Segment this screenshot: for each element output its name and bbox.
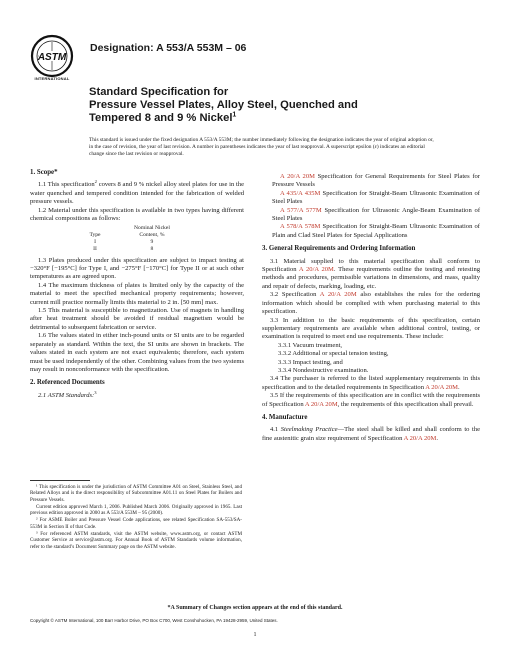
table-row: II 8 [93,245,154,252]
scope-1-2: 1.2 Material under this specification is available in two types having different chemical compositions as follows: [30,206,244,223]
scope-1-3: 1.3 Plates produced under this specification are subject to impact testing at −320°F [−195°C] for Type I, and −275°F [−170°C] for Type II or at such other temperatures as are agreed upon. [30,256,244,281]
ref-item: A 577/A 577M Specification for Ultrasonic Angle-Beam Examination of Steel Plates [272,206,480,223]
footnote-2: ² For ASME Boiler and Pressure Vessel Code applications, see related Specification SA-553/SA-553M in Section II of that Code. [30,517,242,530]
ref-link[interactable]: A 20/A 20M [298,266,334,274]
scope-1-4: 1.4 The maximum thickness of plates is limited only by the capacity of the material to meet the specified mechanical property requirements; however, current mill practice normally limits this material to 2 in. [50 mm] max. [30,281,244,306]
footnotes [30,484,242,551]
ref-item: A 435/A 435M Specification for Straight-Beam Ultrasonic Examination of Steel Plates [272,189,480,206]
svg-text:ASTM: ASTM [37,52,67,63]
manufacture-4-1: 4.1 Steelmaking Practice—The steel shall be killed and shall conform to the fine austenitic grain size requirement of Specification A 20/A 20M. [262,426,481,442]
designation: Designation: A 553/A 553M – 06 [90,42,247,54]
general-3-4: 3.4 The purchaser is referred to the listed supplementary requirements in this specification and to the detailed requirements in Specification A 20/A 20M. [262,375,480,391]
title-line-1: Standard Specification for [89,86,229,98]
ref-link[interactable]: A 20/A 20M [319,291,357,299]
ref-link[interactable]: A 20/A 20M [304,400,338,408]
ref-link[interactable]: A 20/A 20M [280,173,315,180]
ref-link[interactable]: A 20/A 20M [403,434,437,442]
title-line-2: Pressure Vessel Plates, Alloy Steel, Quenched and [89,99,358,112]
manufacture-heading: 4. Manufacture [262,413,308,421]
ref-link[interactable]: A 435/A 435M [280,189,321,197]
list-item: 3.3.3 Impact testing, and [278,358,343,366]
general-heading: 3. General Requirements and Ordering Information [262,245,416,253]
astm-logo-icon [30,34,74,78]
ref-link[interactable]: A 20/A 20M [425,383,459,391]
summary-note: *A Summary of Changes section appears at the end of this standard. [167,605,343,611]
title-line-3: Tempered 8 and 9 % Nickel$^1$ [89,111,237,125]
right-column [262,173,480,443]
left-column [30,169,244,400]
list-item: 3.3.4 Nondestructive examination. [278,366,369,374]
general-3-3: 3.3 In addition to the basic requirements of this specification, certain supplementary requirements are available when additional control, testing, or examination is required to meet end use requirements. These include: [262,316,480,341]
issue-note: This standard is issued under the fixed designation A 553/A 553M; the number immediately following the designation indicates the year of original adoption or, in the case of revision, the year of last revision. A number in parentheses indicates the year of last reapproval. A superscript epsilon (ε) indicates an editorial change since the last revision or reapproval. [89,137,434,157]
title-footnote-mark: 1 [232,111,237,119]
referenced-2-1: 2.1 ASTM Standards:$^3$ [38,389,97,399]
general-3-1: 3.1 Material supplied to this material specification shall conform to Specification A 20/A 20M. These requirements outline the testing and retesting methods and procedures, permissible variations in dimensions, and mass, quality and repair of defects, marking, loading, etc. [262,257,480,290]
footnote-divider [30,480,90,481]
ref-link[interactable]: A 577/A 577M [280,206,322,214]
list-item: 3.3.2 Additional or special tension testing, [278,350,389,358]
footnote-3: ³ For referenced ASTM standards, visit the ASTM website, www.astm.org, or contact ASTM Customer Service at service@astm.org. For Annual Book of ASTM Standards volume information, refer to the standard’s Document Summary page on the ASTM website. [30,531,242,550]
copyright: Copyright © ASTM International, 100 Barr Harbor Drive, PO Box C700, West Conshohocken, PA 19428-2959, United States. [30,618,278,623]
referenced-heading: 2. Referenced Documents [30,379,105,387]
scope-1-1: 1.1 This specification$^2$ covers 8 and 9 % nickel alloy steel plates for use in the water quenched and tempered condition intended for the fabrication of welded pressure vessels. [30,179,244,206]
footnote-1: ¹ This specification is under the jurisdiction of ASTM Committee A01 on Steel, Stainless Steel, and Related Alloys and is the direct responsibility of Subcommittee A01.11 on Steel Plates for Boilers and Pressure Vessels. [30,484,242,503]
table-row: I 9 [94,239,154,246]
ref-item: A 578/A 578M Specification for Straight-Beam Ultrasonic Examination of Plain and Clad Steel Plates for Special Applications [272,223,480,239]
ref-item: A 20/A 20M Specification for General Requirements for Steel Plates for Pressure Vessels [272,173,480,189]
scope-heading: 1. Scope* [30,169,58,176]
logo-caption: INTERNATIONAL [34,76,70,81]
supplementary-list [262,342,480,376]
document-title [89,86,419,126]
scope-1-5: 1.5 This material is susceptible to magnetization. Use of magnets in handling after heat treatment should be avoided if residual magnetism would be detrimental to subsequent fabrication or service. [30,307,244,331]
ref-link[interactable]: A 578/A 578M [280,223,321,231]
general-3-5: 3.5 If the requirements of this specification are in conflict with the requirements of Specification A 20/A 20M, the requirements of this specification shall prevail. [262,392,480,408]
list-item: 3.3.1 Vacuum treatment, [278,341,343,349]
footnote-1b: Current edition approved March 1, 2006. Published March 2006. Originally approved in 1965. Last previous edition approved in 2000 as A 553/A 553M – 95 (2000). [30,503,242,517]
general-3-2: 3.2 Specification A 20/A 20M also establishes the rules for the ordering information which should be complied with when purchasing material to this specification. [262,291,480,316]
page-number: 1 [253,632,257,638]
nickel-type-table: Nominal Nickel Type Content, % I 9 II 8 [58,225,172,252]
scope-1-6: 1.6 The values stated in either inch-pound units or SI units are to be regarded separately as standard. Within the text, the SI units are shown in brackets. The values stated in each system are not exact equivalents; therefore, each system must be used independently of the other. Combining values from the two systems may result in nonconformance with the specification. [30,332,244,373]
